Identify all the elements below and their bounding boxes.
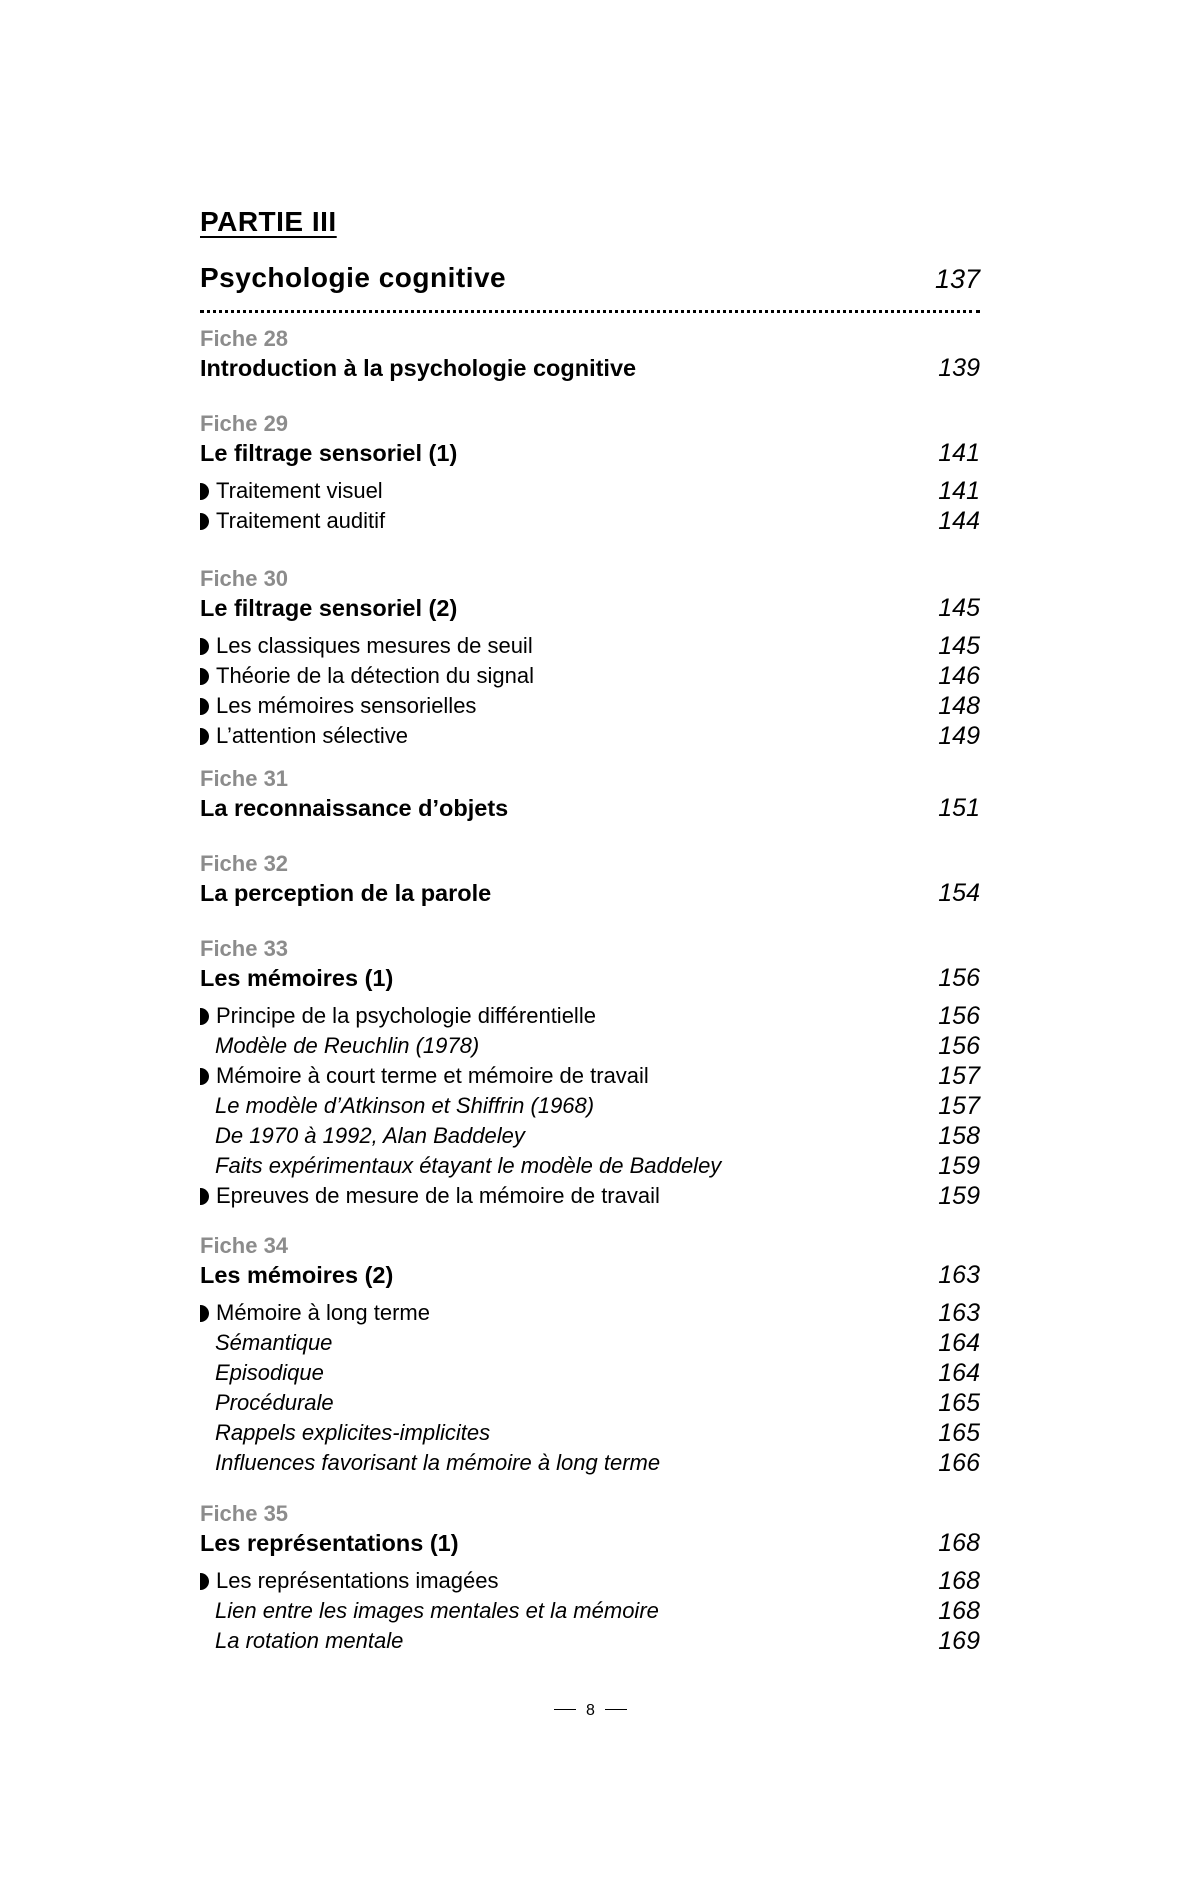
entry-text: Le modèle d’Atkinson et Shiffrin (1968) bbox=[215, 1093, 595, 1118]
fiche-title-row[interactable] bbox=[200, 593, 980, 623]
bullet-icon bbox=[200, 513, 209, 530]
fiche-title: Les représentations (1) bbox=[200, 1530, 459, 1556]
entry-text: Les classiques mesures de seuil bbox=[216, 633, 533, 658]
fiche-label: Fiche 33 bbox=[200, 936, 289, 961]
toc-subentry[interactable] bbox=[200, 1358, 980, 1388]
fiche-title-row[interactable] bbox=[200, 1260, 980, 1290]
toc-entry[interactable] bbox=[200, 506, 980, 536]
toc-entry[interactable] bbox=[200, 1181, 980, 1211]
fiche-label: Fiche 31 bbox=[200, 766, 289, 791]
toc-subentry[interactable] bbox=[200, 1418, 980, 1448]
entry-page-number: 146 bbox=[938, 662, 980, 690]
fiche-page-number: 168 bbox=[938, 1529, 980, 1557]
fiche-items bbox=[200, 476, 980, 536]
fiche-page-number: 141 bbox=[938, 439, 980, 467]
fiche-block bbox=[200, 1500, 980, 1656]
fiche-block bbox=[200, 325, 980, 383]
fiche-title: La perception de la parole bbox=[200, 880, 492, 906]
toc-entry[interactable] bbox=[200, 631, 980, 661]
bullet-icon bbox=[200, 1305, 209, 1322]
toc-page bbox=[200, 0, 980, 1883]
entry-page-number: 169 bbox=[938, 1627, 980, 1655]
toc-subentry[interactable] bbox=[200, 1596, 980, 1626]
toc-entry[interactable] bbox=[200, 1298, 980, 1328]
entry-text: Lien entre les images mentales et la mémoire bbox=[215, 1598, 659, 1623]
entry-page-number: 158 bbox=[938, 1122, 980, 1150]
fiche-page-number: 163 bbox=[938, 1261, 980, 1289]
entry-page-number: 156 bbox=[938, 1032, 980, 1060]
dash-left bbox=[554, 1709, 576, 1710]
fiche-page-number: 145 bbox=[938, 594, 980, 622]
entry-text: Mémoire à long terme bbox=[216, 1300, 430, 1325]
fiche-page-number: 151 bbox=[938, 794, 980, 822]
bullet-icon bbox=[200, 698, 209, 715]
fiche-label: Fiche 28 bbox=[200, 326, 289, 351]
entry-text: L’attention sélective bbox=[216, 723, 409, 748]
toc-entry[interactable] bbox=[200, 721, 980, 751]
fiche-label: Fiche 29 bbox=[200, 411, 289, 436]
fiche-label: Fiche 35 bbox=[200, 1501, 289, 1526]
bullet-icon bbox=[200, 668, 209, 685]
fiche-label: Fiche 34 bbox=[200, 1233, 289, 1258]
entry-page-number: 141 bbox=[938, 477, 980, 505]
bullet-icon bbox=[200, 1008, 209, 1025]
page-footer bbox=[0, 1702, 1181, 1720]
fiche-title-row[interactable] bbox=[200, 1528, 980, 1558]
entry-text: Théorie de la détection du signal bbox=[216, 663, 534, 688]
bullet-icon bbox=[200, 483, 209, 500]
fiche-block bbox=[200, 1232, 980, 1478]
fiche-block bbox=[200, 765, 980, 823]
toc-subentry[interactable] bbox=[200, 1328, 980, 1358]
toc-subentry[interactable] bbox=[200, 1031, 980, 1061]
entry-text: Influences favorisant la mémoire à long terme bbox=[215, 1450, 661, 1475]
part-label: PARTIE III bbox=[200, 206, 337, 237]
fiche-page-number: 139 bbox=[938, 354, 980, 382]
entry-page-number: 166 bbox=[938, 1449, 980, 1477]
entry-text: Sémantique bbox=[215, 1330, 333, 1355]
fiche-block bbox=[200, 565, 980, 751]
fiche-title-row[interactable] bbox=[200, 438, 980, 468]
fiche-title: Les mémoires (2) bbox=[200, 1262, 394, 1288]
toc-subentry[interactable] bbox=[200, 1626, 980, 1656]
entry-page-number: 145 bbox=[938, 632, 980, 660]
bullet-icon bbox=[200, 728, 209, 745]
fiche-items bbox=[200, 1001, 980, 1211]
toc-entry[interactable] bbox=[200, 1061, 980, 1091]
fiche-block bbox=[200, 410, 980, 536]
footer-page-number: 8 bbox=[586, 1702, 595, 1719]
entry-text: Traitement auditif bbox=[216, 508, 386, 533]
entry-text: Les mémoires sensorielles bbox=[216, 693, 477, 718]
entry-page-number: 159 bbox=[938, 1152, 980, 1180]
entry-page-number: 164 bbox=[938, 1329, 980, 1357]
toc-entry[interactable] bbox=[200, 691, 980, 721]
fiche-page-number: 156 bbox=[938, 964, 980, 992]
entry-page-number: 149 bbox=[938, 722, 980, 750]
entry-page-number: 168 bbox=[938, 1597, 980, 1625]
fiche-title-row[interactable] bbox=[200, 353, 980, 383]
part-title: Psychologie cognitive bbox=[200, 262, 507, 293]
entry-page-number: 168 bbox=[938, 1567, 980, 1595]
entry-page-number: 163 bbox=[938, 1299, 980, 1327]
toc-entry[interactable] bbox=[200, 661, 980, 691]
entry-text: Epreuves de mesure de la mémoire de travail bbox=[216, 1183, 660, 1208]
fiche-title-row[interactable] bbox=[200, 878, 980, 908]
fiche-title: La reconnaissance d’objets bbox=[200, 795, 509, 821]
entry-text: Faits expérimentaux étayant le modèle de Baddeley bbox=[215, 1153, 722, 1178]
part-title-row bbox=[200, 262, 980, 313]
bullet-icon bbox=[200, 1068, 209, 1085]
fiche-items bbox=[200, 631, 980, 751]
bullet-icon bbox=[200, 1188, 209, 1205]
entry-text: Rappels explicites-implicites bbox=[215, 1420, 491, 1445]
bullet-icon bbox=[200, 638, 209, 655]
fiche-title: Le filtrage sensoriel (2) bbox=[200, 595, 458, 621]
entry-page-number: 144 bbox=[938, 507, 980, 535]
toc-entry[interactable] bbox=[200, 1566, 980, 1596]
fiche-title: Le filtrage sensoriel (1) bbox=[200, 440, 458, 466]
fiche-title: Les mémoires (1) bbox=[200, 965, 394, 991]
fiche-label: Fiche 30 bbox=[200, 566, 289, 591]
entry-page-number: 165 bbox=[938, 1389, 980, 1417]
toc-entry[interactable] bbox=[200, 476, 980, 506]
entry-page-number: 165 bbox=[938, 1419, 980, 1447]
dash-right bbox=[605, 1709, 627, 1710]
fiche-block bbox=[200, 850, 980, 908]
entry-text: Traitement visuel bbox=[216, 478, 383, 503]
toc-subentry[interactable] bbox=[200, 1151, 980, 1181]
entry-text: Mémoire à court terme et mémoire de travail bbox=[216, 1063, 649, 1088]
fiche-page-number: 154 bbox=[938, 879, 980, 907]
entry-text: Principe de la psychologie différentielle bbox=[216, 1003, 596, 1028]
bullet-icon bbox=[200, 1573, 209, 1590]
entry-text: Episodique bbox=[215, 1360, 324, 1385]
fiche-items bbox=[200, 1298, 980, 1478]
fiche-block bbox=[200, 935, 980, 1211]
entry-page-number: 157 bbox=[938, 1062, 980, 1090]
toc-subentry[interactable] bbox=[200, 1448, 980, 1478]
fiche-label: Fiche 32 bbox=[200, 851, 289, 876]
fiche-title-row[interactable] bbox=[200, 963, 980, 993]
fiche-title-row[interactable] bbox=[200, 793, 980, 823]
toc-subentry[interactable] bbox=[200, 1388, 980, 1418]
toc-subentry[interactable] bbox=[200, 1121, 980, 1151]
entry-page-number: 159 bbox=[938, 1182, 980, 1210]
entry-page-number: 164 bbox=[938, 1359, 980, 1387]
entry-page-number: 156 bbox=[938, 1002, 980, 1030]
part-page-number: 137 bbox=[934, 264, 980, 294]
fiche-items bbox=[200, 1566, 980, 1656]
entry-text: Procédurale bbox=[215, 1390, 334, 1415]
entry-page-number: 148 bbox=[938, 692, 980, 720]
entry-page-number: 157 bbox=[938, 1092, 980, 1120]
fiche-title: Introduction à la psychologie cognitive bbox=[200, 355, 637, 381]
entry-text: Modèle de Reuchlin (1978) bbox=[215, 1033, 480, 1058]
toc-subentry[interactable] bbox=[200, 1091, 980, 1121]
entry-text: Les représentations imagées bbox=[216, 1568, 499, 1593]
entry-text: La rotation mentale bbox=[215, 1628, 404, 1653]
toc-entry[interactable] bbox=[200, 1001, 980, 1031]
entry-text: De 1970 à 1992, Alan Baddeley bbox=[215, 1123, 525, 1148]
